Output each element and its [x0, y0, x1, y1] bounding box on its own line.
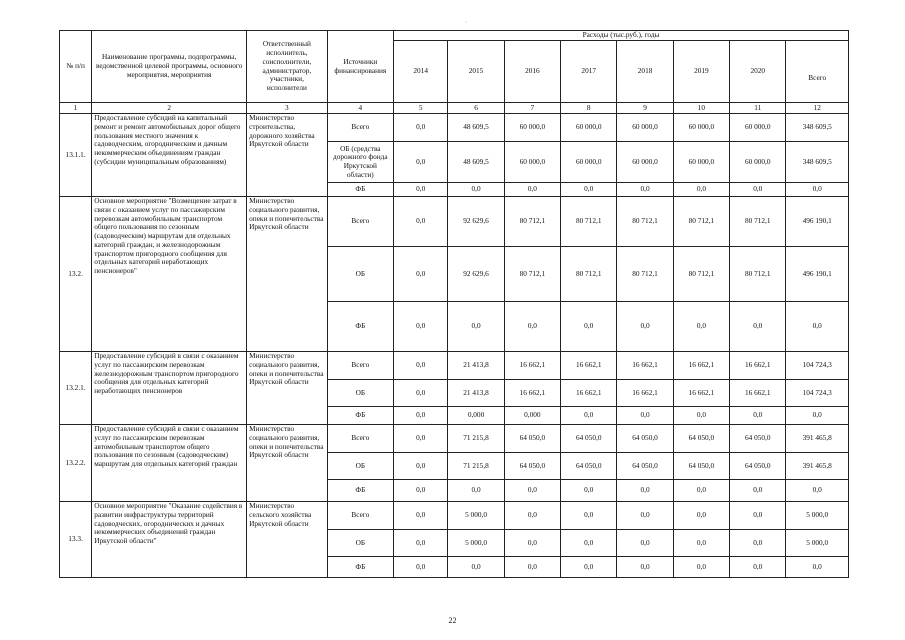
total-value-cell: 0,0	[786, 557, 849, 578]
header-year: 2020	[730, 41, 786, 103]
total-value-cell: 104 724,3	[786, 380, 849, 407]
total-value-cell: 0,0	[786, 407, 849, 425]
year-value-cell: 16 662,1	[673, 352, 729, 380]
header-responsible: Ответственный исполнитель, соисполнители, администратор, участники, исполнители	[247, 31, 327, 103]
responsible-executor: Министерство социального развития, опеки и попечительства Иркутской области	[247, 197, 327, 352]
year-value-cell: 0,0	[394, 247, 448, 302]
total-value-cell: 391 465,8	[786, 425, 849, 453]
year-value-cell: 0,0	[730, 302, 786, 352]
year-value-cell: 0,0	[561, 302, 617, 352]
year-value-cell: 64 050,0	[561, 453, 617, 480]
year-value-cell: 0,0	[394, 114, 448, 142]
total-value-cell: 5 000,0	[786, 530, 849, 557]
year-value-cell: 60 000,0	[673, 114, 729, 142]
year-value-cell: 64 050,0	[673, 453, 729, 480]
total-value-cell: 348 609,5	[786, 114, 849, 142]
year-value-cell: 0,0	[561, 407, 617, 425]
year-value-cell: 71 215,8	[448, 425, 504, 453]
year-value-cell: 0,0	[561, 502, 617, 530]
header-total: Всего	[786, 41, 849, 103]
year-value-cell: 64 050,0	[561, 425, 617, 453]
year-value-cell: 0,0	[394, 557, 448, 578]
measure-name: Предоставление субсидий на капитальный ремонт и ремонт автомобильных дорог общего пользования местного значения к садоводческим, огородническим и дачным некоммерческим объединениям граждан (субсидии муниципальным образованиям)	[92, 114, 247, 197]
total-value-cell: 496 190,1	[786, 197, 849, 247]
year-value-cell: 0,0	[504, 480, 560, 502]
total-value-cell: 496 190,1	[786, 247, 849, 302]
year-value-cell: 60 000,0	[730, 114, 786, 142]
year-value-cell: 92 629,6	[448, 197, 504, 247]
year-value-cell: 0,0	[504, 530, 560, 557]
responsible-executor: Министерство строительства, дорожного хозяйства Иркутской области	[247, 114, 327, 197]
year-value-cell: 80 712,1	[504, 197, 560, 247]
table-row	[60, 502, 849, 530]
responsible-executor: Министерство сельского хозяйства Иркутской области	[247, 502, 327, 578]
year-value-cell: 16 662,1	[561, 380, 617, 407]
budget-table	[59, 30, 849, 578]
year-value-cell: 0,0	[561, 183, 617, 197]
year-value-cell: 16 662,1	[561, 352, 617, 380]
year-value-cell: 60 000,0	[673, 142, 729, 183]
funding-source: ФБ	[327, 407, 393, 425]
year-value-cell: 0,0	[730, 557, 786, 578]
year-value-cell: 60 000,0	[561, 114, 617, 142]
year-value-cell: 16 662,1	[730, 380, 786, 407]
year-value-cell: 0,0	[504, 183, 560, 197]
index-cell: 12	[786, 103, 849, 114]
year-value-cell: 64 050,0	[504, 425, 560, 453]
index-row	[60, 103, 849, 114]
year-value-cell: 80 712,1	[561, 197, 617, 247]
year-value-cell: 0,0	[617, 530, 673, 557]
year-value-cell: 0,0	[673, 183, 729, 197]
year-value-cell: 60 000,0	[504, 114, 560, 142]
scan-artifact: ·	[465, 20, 467, 26]
funding-source: ФБ	[327, 183, 393, 197]
header-num: № п/п	[60, 31, 92, 103]
year-value-cell: 80 712,1	[561, 247, 617, 302]
table-row	[60, 352, 849, 380]
year-value-cell: 21 413,8	[448, 380, 504, 407]
year-value-cell: 0,0	[394, 183, 448, 197]
year-value-cell: 0,0	[504, 302, 560, 352]
year-value-cell: 0,0	[561, 557, 617, 578]
year-value-cell: 0,0	[448, 183, 504, 197]
year-value-cell: 60 000,0	[561, 142, 617, 183]
year-value-cell: 60 000,0	[504, 142, 560, 183]
year-value-cell: 0,0	[448, 302, 504, 352]
year-value-cell: 0,0	[673, 502, 729, 530]
year-value-cell: 0,0	[394, 502, 448, 530]
year-value-cell: 16 662,1	[617, 352, 673, 380]
funding-source: ФБ	[327, 557, 393, 578]
year-value-cell: 0,0	[448, 557, 504, 578]
funding-source: ОБ	[327, 530, 393, 557]
year-value-cell: 80 712,1	[673, 247, 729, 302]
index-cell: 7	[504, 103, 560, 114]
year-value-cell: 71 215,8	[448, 453, 504, 480]
header-year: 2016	[504, 41, 560, 103]
responsible-executor: Министерство социального развития, опеки и попечительства Иркутской области	[247, 352, 327, 425]
index-cell: 8	[561, 103, 617, 114]
total-value-cell: 5 000,0	[786, 502, 849, 530]
year-value-cell: 0,0	[394, 380, 448, 407]
measure-name: Предоставление субсидий в связи с оказанием услуг по пассажирским перевозкам автомобильным транспортом общего пользования по сезонным (садоводческим) маршрутам для отдельных категорий граждан	[92, 425, 247, 502]
year-value-cell: 0,0	[617, 502, 673, 530]
year-value-cell: 0,0	[394, 453, 448, 480]
total-value-cell: 0,0	[786, 302, 849, 352]
total-value-cell: 0,0	[786, 480, 849, 502]
year-value-cell: 21 413,8	[448, 352, 504, 380]
row-number: 13.3.	[60, 502, 92, 578]
measure-name: Основное мероприятие "Оказание содействия в развитии инфраструктуры территорий садоводческих, огороднических и дачных некоммерческих объединений граждан Иркутской области"	[92, 502, 247, 578]
index-cell: 6	[448, 103, 504, 114]
year-value-cell: 0,0	[394, 530, 448, 557]
row-number: 13.2.2.	[60, 425, 92, 502]
year-value-cell: 0,0	[730, 480, 786, 502]
funding-source: ОБ (средства дорожного фонда Иркутской области)	[327, 142, 393, 183]
funding-source: Всего	[327, 425, 393, 453]
funding-source: Всего	[327, 352, 393, 380]
year-value-cell: 80 712,1	[673, 197, 729, 247]
year-value-cell: 0,0	[673, 302, 729, 352]
index-cell: 1	[60, 103, 92, 114]
measure-name: Предоставление субсидий в связи с оказанием услуг по пассажирским перевозкам железнодорожным транспортом пригородного сообщения для отдельных категорий неработающих пенсионеров	[92, 352, 247, 425]
index-cell: 9	[617, 103, 673, 114]
year-value-cell: 0,000	[448, 407, 504, 425]
total-value-cell: 0,0	[786, 183, 849, 197]
table-row	[60, 114, 849, 142]
year-value-cell: 0,0	[617, 183, 673, 197]
year-value-cell: 16 662,1	[504, 380, 560, 407]
year-value-cell: 64 050,0	[617, 425, 673, 453]
header-expenses: Расходы (тыс.руб.), годы	[394, 31, 849, 41]
year-value-cell: 0,0	[561, 480, 617, 502]
year-value-cell: 0,0	[617, 302, 673, 352]
total-value-cell: 348 609,5	[786, 142, 849, 183]
responsible-executor: Министерство социального развития, опеки и попечительства Иркутской области	[247, 425, 327, 502]
year-value-cell: 0,0	[730, 407, 786, 425]
funding-source: ОБ	[327, 453, 393, 480]
year-value-cell: 0,0	[394, 197, 448, 247]
year-value-cell: 60 000,0	[617, 114, 673, 142]
year-value-cell: 0,0	[394, 142, 448, 183]
year-value-cell: 0,0	[394, 302, 448, 352]
year-value-cell: 64 050,0	[504, 453, 560, 480]
year-value-cell: 5 000,0	[448, 502, 504, 530]
funding-source: ФБ	[327, 302, 393, 352]
year-value-cell: 16 662,1	[730, 352, 786, 380]
year-value-cell: 16 662,1	[617, 380, 673, 407]
year-value-cell: 80 712,1	[504, 247, 560, 302]
year-value-cell: 80 712,1	[730, 197, 786, 247]
year-value-cell: 0,0	[394, 407, 448, 425]
year-value-cell: 0,0	[730, 530, 786, 557]
year-value-cell: 0,0	[617, 407, 673, 425]
year-value-cell: 0,0	[730, 183, 786, 197]
year-value-cell: 64 050,0	[617, 453, 673, 480]
index-cell: 2	[92, 103, 247, 114]
year-value-cell: 80 712,1	[730, 247, 786, 302]
header-year: 2015	[448, 41, 504, 103]
row-number: 13.1.1.	[60, 114, 92, 197]
index-cell: 4	[327, 103, 393, 114]
year-value-cell: 0,000	[504, 407, 560, 425]
year-value-cell: 48 609,5	[448, 142, 504, 183]
measure-name: Основное мероприятие "Возмещение затрат в связи с оказанием услуг по пассажирским перевозкам автомобильным транспортом общего пользования по сезонным (садоводческим) маршрутам для отдельных категорий граждан, и железнодорожным транспортом пригородного сообщения для отдельных категорий неработающих пенсионеров"	[92, 197, 247, 352]
year-value-cell: 48 609,5	[448, 114, 504, 142]
index-cell: 3	[247, 103, 327, 114]
funding-source: Всего	[327, 502, 393, 530]
index-cell: 10	[673, 103, 729, 114]
year-value-cell: 64 050,0	[730, 425, 786, 453]
year-value-cell: 5 000,0	[448, 530, 504, 557]
funding-source: Всего	[327, 197, 393, 247]
row-number: 13.2.1.	[60, 352, 92, 425]
header-year: 2019	[673, 41, 729, 103]
year-value-cell: 16 662,1	[504, 352, 560, 380]
year-value-cell: 0,0	[730, 502, 786, 530]
year-value-cell: 0,0	[504, 557, 560, 578]
header-year: 2018	[617, 41, 673, 103]
header-name: Наименование программы, подпрограммы, ведомственной целевой программы, основного мероприятия, мероприятия	[92, 31, 247, 103]
year-value-cell: 0,0	[394, 425, 448, 453]
index-cell: 5	[394, 103, 448, 114]
header-year: 2014	[394, 41, 448, 103]
year-value-cell: 0,0	[394, 480, 448, 502]
header-year: 2017	[561, 41, 617, 103]
table-row	[60, 197, 849, 247]
year-value-cell: 0,0	[673, 530, 729, 557]
year-value-cell: 0,0	[504, 502, 560, 530]
year-value-cell: 64 050,0	[673, 425, 729, 453]
year-value-cell: 0,0	[561, 530, 617, 557]
year-value-cell: 0,0	[617, 557, 673, 578]
year-value-cell: 92 629,6	[448, 247, 504, 302]
year-value-cell: 0,0	[394, 352, 448, 380]
total-value-cell: 104 724,3	[786, 352, 849, 380]
year-value-cell: 0,0	[673, 480, 729, 502]
year-value-cell: 80 712,1	[617, 197, 673, 247]
year-value-cell: 0,0	[673, 407, 729, 425]
year-value-cell: 0,0	[448, 480, 504, 502]
year-value-cell: 16 662,1	[673, 380, 729, 407]
header-source: Источники финансирования	[327, 31, 393, 103]
year-value-cell: 0,0	[617, 480, 673, 502]
year-value-cell: 60 000,0	[730, 142, 786, 183]
year-value-cell: 64 050,0	[730, 453, 786, 480]
page-number: 22	[448, 616, 457, 625]
year-value-cell: 0,0	[673, 557, 729, 578]
total-value-cell: 391 465,8	[786, 453, 849, 480]
funding-source: ОБ	[327, 247, 393, 302]
table-row	[60, 425, 849, 453]
index-cell: 11	[730, 103, 786, 114]
row-number: 13.2.	[60, 197, 92, 352]
funding-source: ФБ	[327, 480, 393, 502]
year-value-cell: 80 712,1	[617, 247, 673, 302]
year-value-cell: 60 000,0	[617, 142, 673, 183]
funding-source: Всего	[327, 114, 393, 142]
funding-source: ОБ	[327, 380, 393, 407]
